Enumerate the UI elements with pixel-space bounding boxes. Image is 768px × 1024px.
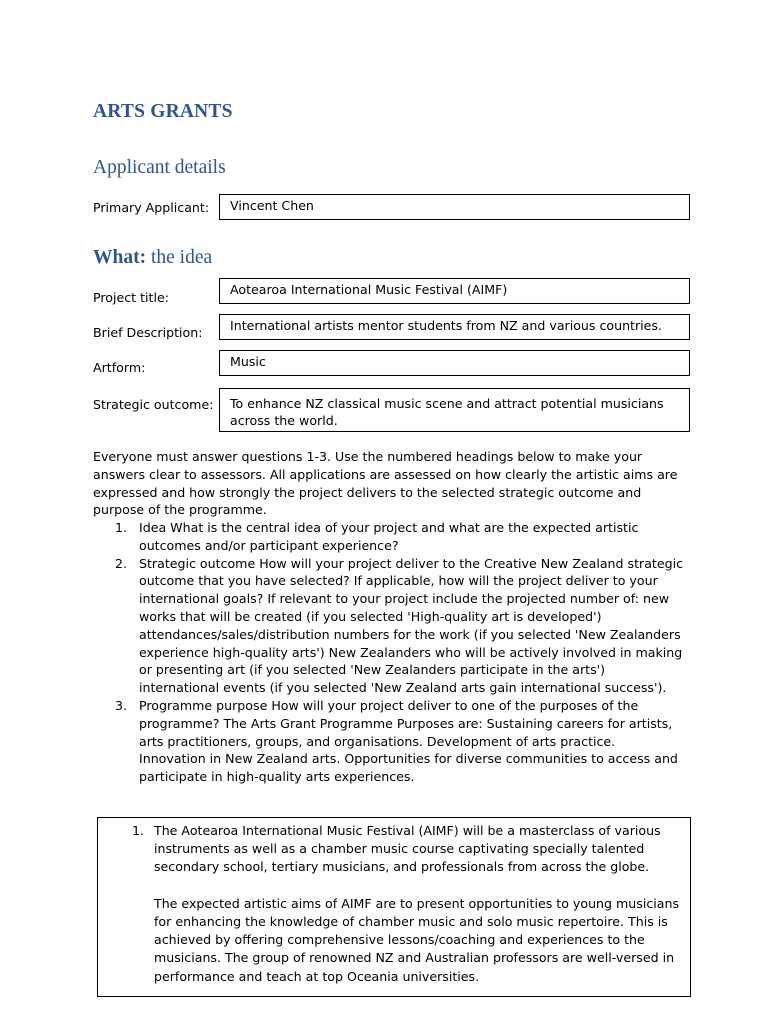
list-item-text: Strategic outcome How will your project deliver to the Creative New Zealand strategic outcome that you have selected? If applicable, how will the project deliver to your international goals? If relevant to your project include the projected number of: new works that will be created (if you selected 'High-quality art is developed') attendances/sales/distribution numbers for the work (if you selected 'New Zealanders experience high-quality arts') New Zealanders who will be actively involved in making or presenting art (if you selected 'New Zealanders participate in the arts') international events (if you selected 'New Zealand arts gain international success'). (139, 555, 684, 696)
primary-applicant-label: Primary Applicant: (93, 200, 210, 215)
list-item-number: 1. (115, 520, 128, 535)
answer-number: 1. (132, 823, 145, 838)
answer-paragraph-1: The Aotearoa International Music Festival (AIMF) will be a masterclass of various instruments as well as a chamber music course captivating specially talented secondary school, tertiary musicians, and professionals from across the globe. (154, 823, 661, 875)
list-item (93, 697, 683, 786)
list-item-number: 3. (115, 697, 128, 713)
questions-list (93, 519, 683, 786)
list-item (93, 555, 683, 697)
list-item-text: Programme purpose How will your project deliver to one of the purposes of the programme? The Arts Grant Programme Purposes are: Sustaining careers for artists, arts practitioners, groups, and organisations. Development of arts practice. Innovation in New Zealand arts. Opportunities for diverse communities to access and participate in high-quality arts experiences. (139, 697, 678, 785)
list-item-text: Idea What is the central idea of your project and what are the expected artistic outcomes and/or participant experience? (139, 520, 639, 553)
answer-content (154, 822, 684, 986)
artform-label: Artform: (93, 360, 146, 375)
what-heading-rest: the idea (146, 247, 213, 268)
strategic-outcome-field[interactable]: To enhance NZ classical music scene and attract potential musicians across the world. (219, 388, 690, 432)
list-item-number: 2. (115, 555, 128, 571)
primary-applicant-field[interactable]: Vincent Chen (219, 194, 690, 220)
what-the-idea-heading (93, 247, 212, 269)
answer-text-area[interactable] (97, 817, 691, 997)
document-title: ARTS GRANTS (93, 101, 233, 122)
instructions-intro: Everyone must answer questions 1-3. Use the numbered headings below to make your answers clear to assessors. All applications are assessed on how clearly the artistic aims are expressed and how strongly the project delivers to the selected strategic outcome and purpose of the programme. (93, 449, 678, 518)
answer-paragraph-2: The expected artistic aims of AIMF are to present opportunities to young musicians for enhancing the knowledge of chamber music and solo music repertoire. This is achieved by offering comprehensive lessons/coaching and experiences to the musicians. The group of renowned NZ and Australian professors are well-versed in performance and teach at top Oceania universities. (154, 895, 680, 984)
strategic-outcome-label: Strategic outcome: (93, 397, 214, 412)
artform-field[interactable]: Music (219, 350, 690, 376)
project-title-field[interactable]: Aotearoa International Music Festival (AIMF) (219, 278, 690, 304)
brief-description-field[interactable]: International artists mentor students from NZ and various countries. (219, 314, 690, 340)
brief-description-label: Brief Description: (93, 325, 203, 340)
what-heading-bold: What: (93, 247, 147, 268)
list-item (93, 519, 683, 555)
project-title-label: Project title: (93, 290, 169, 305)
applicant-details-heading: Applicant details (93, 157, 226, 178)
